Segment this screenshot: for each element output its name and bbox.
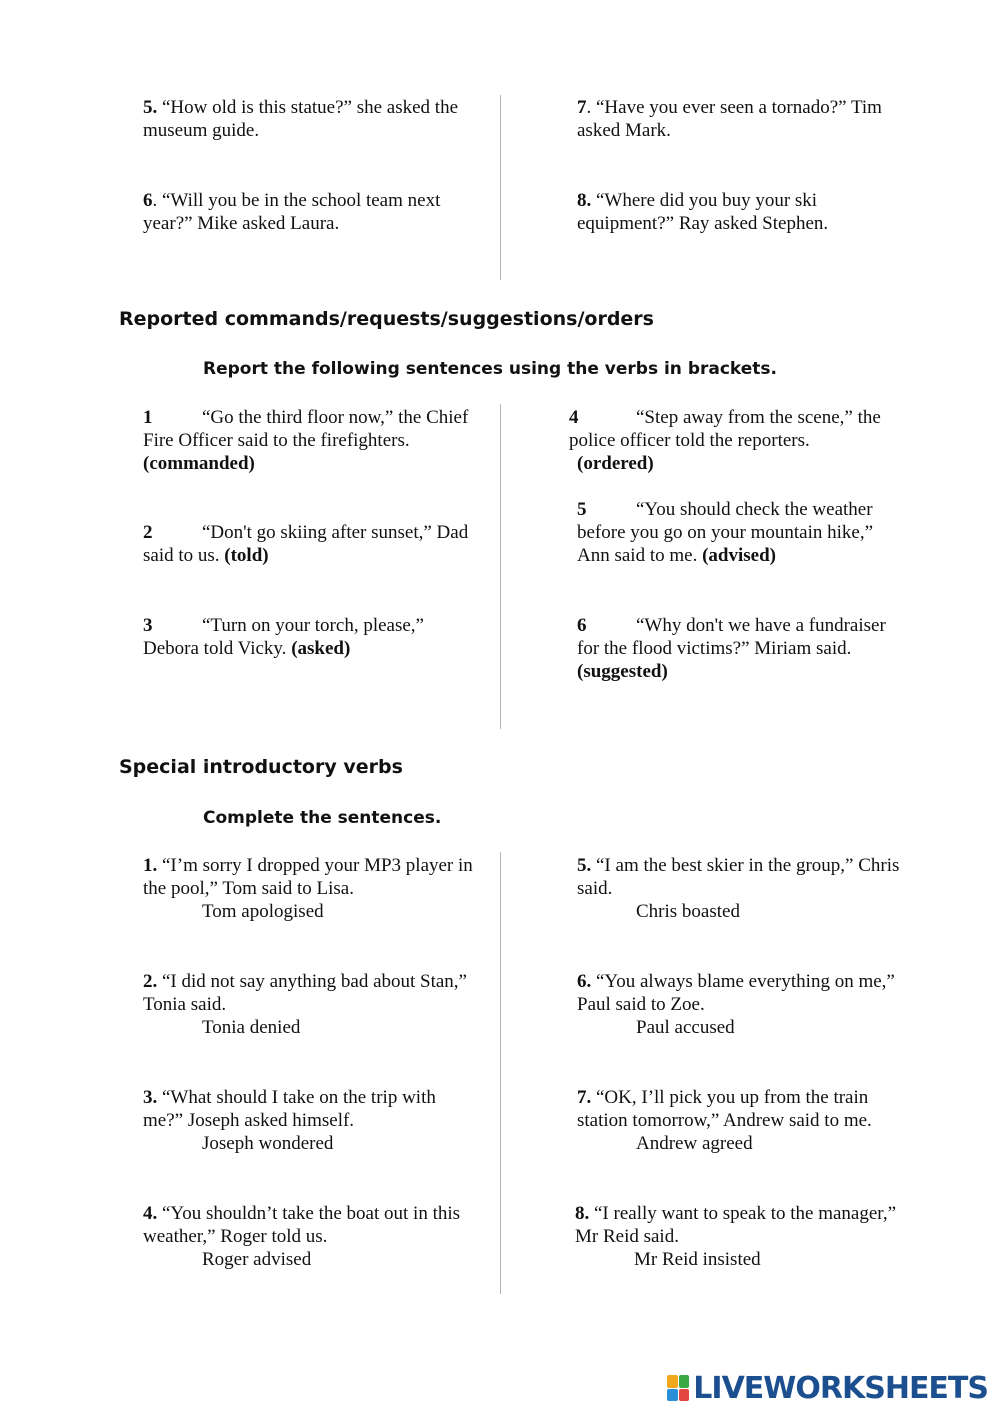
question-number: 5. <box>143 97 158 118</box>
item-text: “OK, I’ll pick you up from the train station tomorrow,” Andrew said to me. <box>577 1087 872 1131</box>
item-text: “Go the third floor now,” the Chief Fire Officer said to the firefighters. <box>143 407 469 451</box>
item-number: 4 <box>569 407 579 428</box>
item-number: 2. <box>143 971 158 992</box>
item-text: “Why don't we have a fundraiser for the flood victims?” Miriam said. <box>577 615 886 659</box>
item-text: “I did not say anything bad about Stan,” Tonia said. <box>143 971 467 1015</box>
column-divider-top <box>500 95 501 280</box>
liveworksheets-logo[interactable] <box>667 1368 988 1408</box>
question-number: 7 <box>577 97 587 118</box>
command-item-6 <box>577 614 907 683</box>
instruction-special: Complete the sentences. <box>203 808 442 828</box>
question-5 <box>143 96 473 142</box>
logo-mark-icon <box>667 1375 689 1401</box>
section-title-special: Special introductory verbs <box>119 756 403 778</box>
sentence-starter: Joseph wondered <box>202 1133 334 1154</box>
item-number: 6 <box>577 615 587 636</box>
logo-square-icon <box>667 1389 678 1402</box>
verb-hint: (ordered) <box>577 453 654 474</box>
item-text: “What should I take on the trip with me?” Joseph asked himself. <box>143 1087 436 1131</box>
item-number: 1. <box>143 855 158 876</box>
sentence-starter: Roger advised <box>202 1249 312 1270</box>
item-number: 5. <box>577 855 592 876</box>
special-item-3 <box>143 1086 473 1155</box>
verb-hint: (told) <box>224 545 269 566</box>
section-title-commands: Reported commands/requests/suggestions/orders <box>119 308 654 330</box>
logo-square-icon <box>679 1389 690 1402</box>
item-text: “Turn on your torch, please,” Debora told Vicky. <box>143 615 424 659</box>
sentence-starter: Tom apologised <box>202 901 324 922</box>
item-text: “I really want to speak to the manager,” Mr Reid said. <box>575 1203 897 1247</box>
item-number: 3. <box>143 1087 158 1108</box>
command-item-1 <box>143 406 473 475</box>
item-number: 3 <box>143 615 153 636</box>
item-number: 6. <box>577 971 592 992</box>
logo-text: LIVEWORKSHEETS <box>693 1370 988 1406</box>
item-text: “I am the best skier in the group,” Chris said. <box>577 855 900 899</box>
logo-square-icon <box>667 1375 678 1388</box>
item-text: “You shouldn’t take the boat out in this weather,” Roger told us. <box>143 1203 461 1247</box>
special-item-2 <box>143 970 473 1039</box>
item-text: “You always blame everything on me,” Paul said to Zoe. <box>577 971 895 1015</box>
question-number: 8. <box>577 190 592 211</box>
item-number: 4. <box>143 1203 158 1224</box>
question-text: “How old is this statue?” she asked the museum guide. <box>143 97 459 141</box>
special-item-7 <box>577 1086 907 1155</box>
verb-hint: (asked) <box>291 638 351 659</box>
item-number: 8. <box>575 1203 590 1224</box>
question-text: “Where did you buy your ski equipment?” Ray asked Stephen. <box>577 190 829 234</box>
special-item-4 <box>143 1202 473 1271</box>
special-item-1 <box>143 854 473 923</box>
verb-hint: (advised) <box>702 545 776 566</box>
sentence-starter: Chris boasted <box>636 901 740 922</box>
item-number: 5 <box>577 499 587 520</box>
sentence-starter: Paul accused <box>636 1017 735 1038</box>
item-number: 1 <box>143 407 153 428</box>
command-item-2 <box>143 521 473 567</box>
item-text: “Step away from the scene,” the police officer told the reporters. <box>569 407 881 451</box>
column-divider-commands <box>500 404 501 729</box>
command-item-4 <box>569 406 909 475</box>
verb-hint: (suggested) <box>577 661 668 682</box>
command-item-3 <box>143 614 473 660</box>
item-text: “You should check the weather before you go on your mountain hike,” Ann said to me. <box>577 499 874 566</box>
item-number: 2 <box>143 522 153 543</box>
special-item-5 <box>577 854 907 923</box>
logo-square-icon <box>679 1375 690 1388</box>
question-8 <box>577 189 907 235</box>
item-number: 7. <box>577 1087 592 1108</box>
instruction-commands: Report the following sentences using the verbs in brackets. <box>203 359 778 379</box>
column-divider-special <box>500 852 501 1294</box>
special-item-6 <box>577 970 907 1039</box>
question-number: 6 <box>143 190 153 211</box>
command-item-5 <box>577 498 907 567</box>
question-text: . “Have you ever seen a tornado?” Tim asked Mark. <box>577 97 882 141</box>
item-text: “Don't go skiing after sunset,” Dad said to us. <box>143 522 469 566</box>
sentence-starter: Mr Reid insisted <box>634 1249 761 1270</box>
sentence-starter: Andrew agreed <box>636 1133 753 1154</box>
question-text: . “Will you be in the school team next year?” Mike asked Laura. <box>143 190 441 234</box>
sentence-starter: Tonia denied <box>202 1017 301 1038</box>
question-7 <box>577 96 907 142</box>
question-6 <box>143 189 473 235</box>
item-text: “I’m sorry I dropped your MP3 player in the pool,” Tom said to Lisa. <box>143 855 473 899</box>
verb-hint: (commanded) <box>143 453 255 474</box>
special-item-8 <box>575 1202 905 1271</box>
